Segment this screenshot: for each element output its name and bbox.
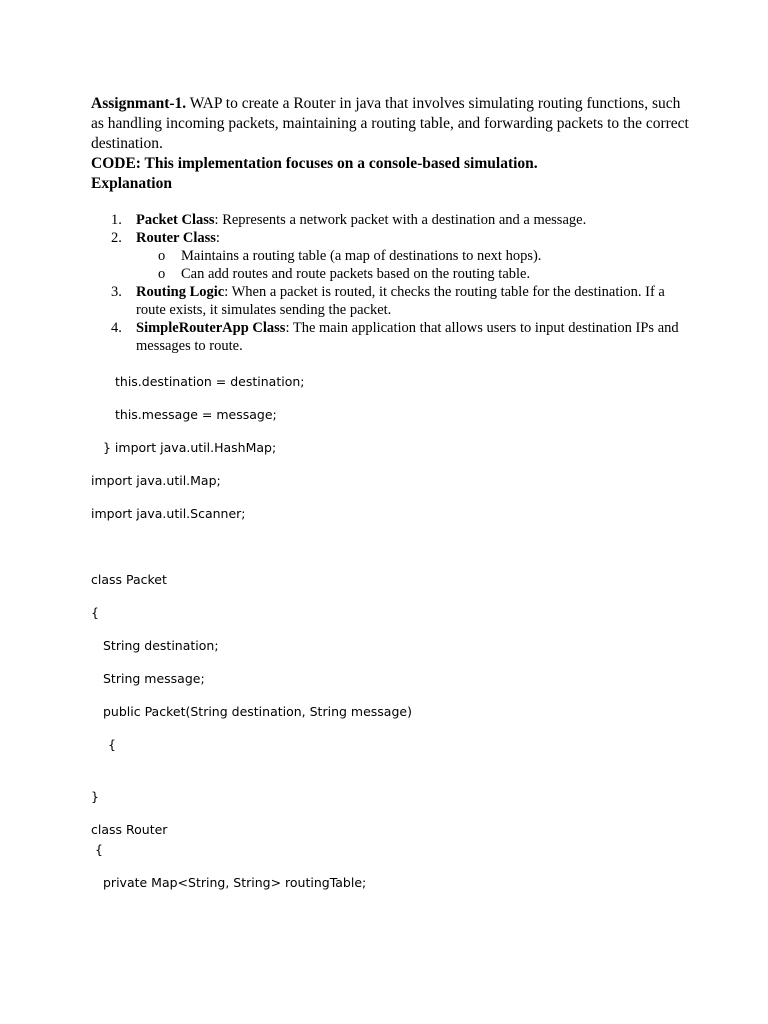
explanation-list [91, 211, 691, 355]
list-text: : [215, 230, 220, 246]
code-line: private Map<String, String> routingTable; [103, 875, 367, 890]
code-line: String destination; [103, 638, 219, 653]
code-line: } import java.util.HashMap; [103, 440, 277, 455]
list-term: Router Class [136, 230, 216, 246]
code-line: public Packet(String destination, String message) [103, 704, 412, 719]
sub-list-text: Can add routes and route packets based on the routing table. [181, 266, 531, 282]
bullet-glyph: o [158, 248, 166, 264]
assignment-paragraph [91, 94, 691, 154]
code-line: String message; [103, 671, 205, 686]
assignment-label: Assignmant-1. [91, 95, 187, 112]
code-line: class Packet [91, 572, 167, 587]
bullet-glyph: o [158, 266, 166, 282]
explanation-heading: Explanation [91, 175, 172, 192]
list-term: SimpleRouterApp Class [136, 320, 286, 336]
list-term: Packet Class [136, 212, 215, 228]
code-line: { [91, 605, 99, 620]
list-item [91, 229, 691, 247]
code-line: this.destination = destination; [115, 374, 305, 389]
list-term: Routing Logic [136, 284, 225, 300]
code-line: this.message = message; [115, 407, 277, 422]
list-number: 2. [111, 230, 122, 246]
sub-list-text: Maintains a routing table (a map of destinations to next hops). [181, 248, 542, 264]
code-line: } [91, 789, 99, 804]
list-item [91, 283, 691, 319]
intro-section [91, 94, 691, 194]
list-number: 4. [111, 320, 122, 336]
code-line: { [108, 737, 116, 752]
list-text: : Represents a network packet with a destination and a message. [214, 212, 587, 228]
code-heading: CODE: This implementation focuses on a console-based simulation. [91, 155, 538, 172]
code-line: class Router [91, 822, 168, 837]
sub-list-item [91, 265, 691, 283]
code-line: import java.util.Scanner; [91, 506, 246, 521]
sub-list-item [91, 247, 691, 265]
assignment-text: WAP to create a Router in java that involves simulating routing functions, such as handling incoming packets, maintaining a routing table, and forwarding packets to the correct destination. [91, 95, 689, 152]
list-number: 1. [111, 212, 122, 228]
list-text: : The main application that allows users to input destination IPs and messages to route. [136, 320, 679, 354]
list-item [91, 211, 691, 229]
list-number: 3. [111, 284, 122, 300]
list-item [91, 319, 691, 355]
code-line: { [95, 842, 103, 857]
code-line: import java.util.Map; [91, 473, 221, 488]
list-text: : When a packet is routed, it checks the routing table for the destination. If a route exists, it simulates sending the packet. [136, 284, 665, 318]
